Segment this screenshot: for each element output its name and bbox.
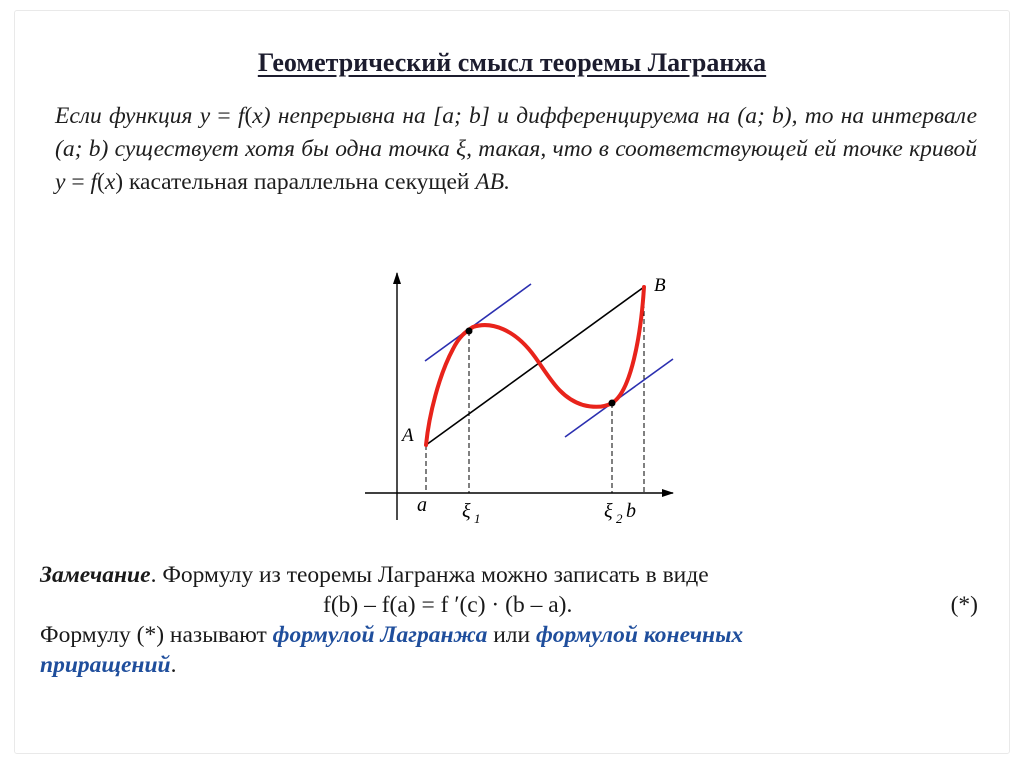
label-xi1-sub: 1: [474, 511, 481, 526]
theorem-run: ), то на интервале (: [55, 103, 977, 162]
theorem-run: (: [96, 169, 105, 195]
remark-end: .: [170, 652, 177, 678]
remark-block: [40, 560, 990, 680]
theorem-run: .: [504, 169, 510, 195]
remark-text-2: Формулу (*) называют: [40, 622, 273, 648]
theorem-run: (: [244, 103, 253, 129]
theorem-var: b: [88, 136, 101, 162]
theorem-run: ] и дифференцируема на (: [480, 103, 746, 129]
theorem-var: f: [90, 169, 97, 195]
label-xi2: ξ: [604, 500, 613, 522]
label-B: B: [654, 275, 666, 296]
tangent-line-1: [425, 284, 531, 361]
secant-ab: [426, 287, 644, 445]
theorem-var: b: [772, 103, 784, 129]
theorem-run: =: [210, 103, 238, 129]
label-a: a: [417, 494, 427, 516]
lagrange-formula: f(b) – f(a) = f ′(c) · (b – a).: [323, 592, 573, 618]
theorem-var: a: [62, 136, 75, 162]
term-finite-increments-2: приращений: [40, 652, 171, 678]
theorem-run: ) существует хотя бы одна точка ξ, такая, что в соответствующей ей точке кривой: [100, 136, 977, 162]
label-b: b: [626, 500, 636, 522]
remark-line-3: [40, 620, 990, 650]
theorem-var: a: [745, 103, 757, 129]
formula-line: [40, 590, 990, 620]
tangent-point-1: [466, 328, 473, 335]
theorem-text: [55, 100, 977, 199]
label-xi2-sub: 2: [616, 511, 623, 526]
formula-marker: (*): [950, 592, 978, 618]
theorem-run: ) касательная параллельна секущей: [115, 169, 476, 195]
theorem-run: =: [65, 169, 91, 195]
label-A: A: [402, 425, 414, 446]
term-lagrange-formula: формулой Лагранжа: [272, 622, 488, 648]
term-finite-increments: формулой конечных: [535, 622, 744, 648]
lagrange-figure: [355, 265, 685, 535]
remark-text-3: или: [487, 622, 536, 648]
theorem-var: y: [55, 169, 66, 195]
tangent-point-2: [609, 400, 616, 407]
theorem-run: Если функция: [55, 103, 200, 129]
theorem-run: ) непрерывна на [: [262, 103, 443, 129]
theorem-var: y: [199, 103, 211, 129]
slide-title-text: Геометрический смысл теоремы Лагранжа: [257, 48, 767, 77]
label-xi1: ξ: [462, 500, 471, 522]
remark-line-1: [40, 560, 990, 590]
remark-label: Замечание: [40, 562, 151, 588]
theorem-var: a: [442, 103, 454, 129]
theorem-var: f: [237, 103, 245, 129]
theorem-run: ;: [453, 103, 470, 129]
theorem-var: x: [252, 103, 263, 129]
theorem-run: ;: [756, 103, 773, 129]
theorem-var: AB: [475, 169, 505, 195]
remark-text: . Формулу из теоремы Лагранжа можно записать в виде: [150, 562, 709, 588]
slide-title: [0, 46, 1024, 80]
theorem-var: b: [469, 103, 481, 129]
remark-line-4: [40, 650, 990, 680]
theorem-run: ;: [74, 136, 89, 162]
theorem-var: x: [104, 169, 116, 195]
